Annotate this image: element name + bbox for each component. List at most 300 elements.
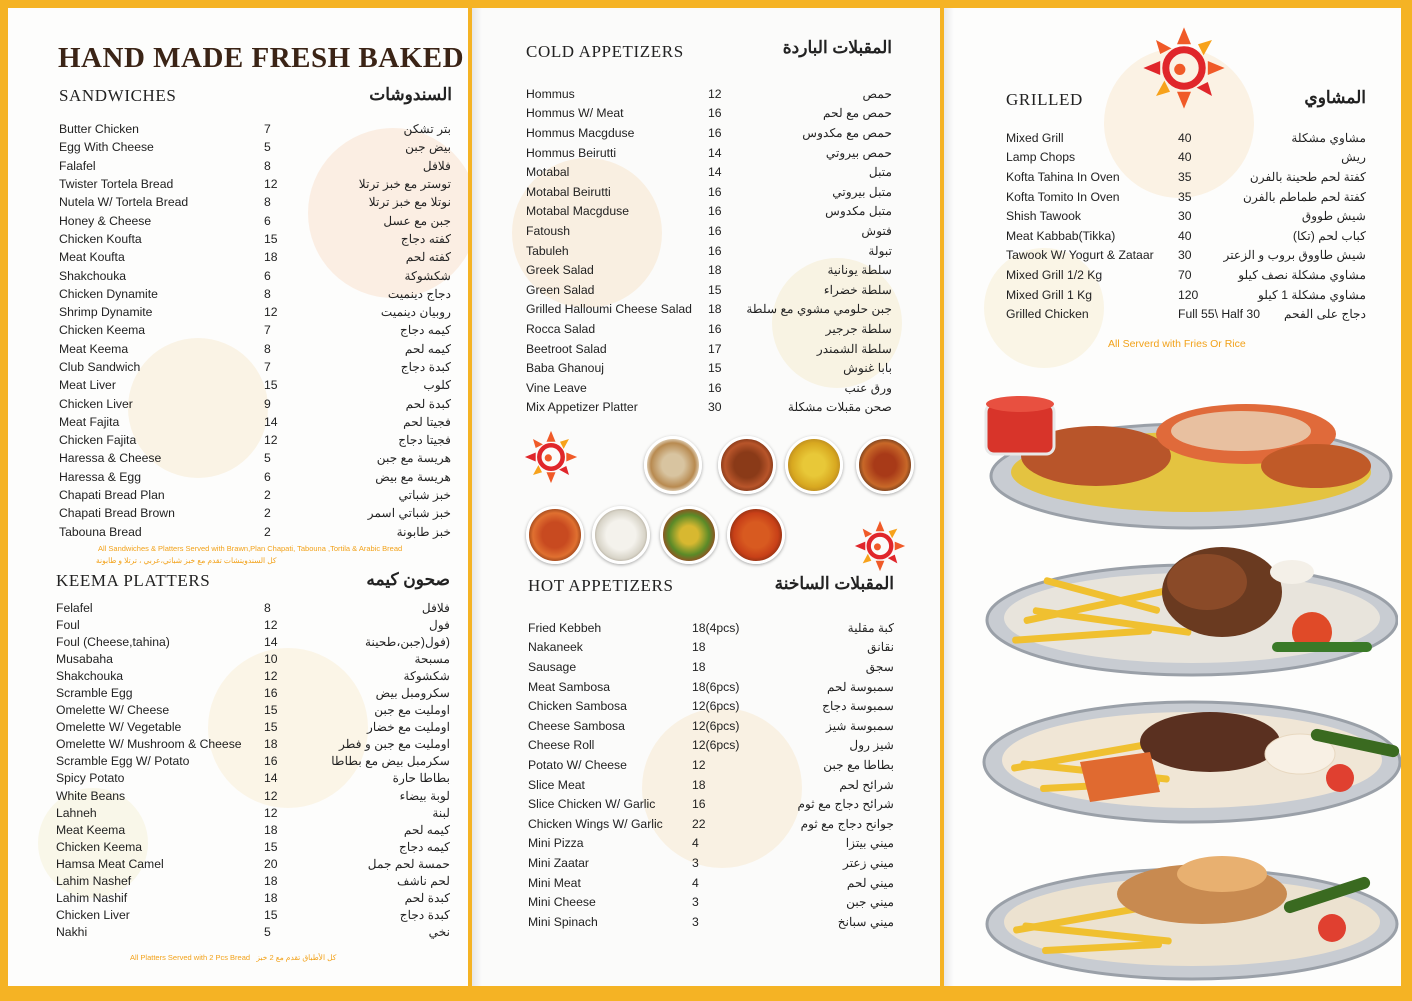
menu-item	[1006, 128, 1366, 148]
menu-item-price: 16	[708, 184, 722, 199]
dish-photo-rice	[785, 436, 843, 494]
menu-item	[56, 907, 450, 924]
menu-item-name: Grilled Halloumi Cheese Salad	[526, 302, 692, 317]
menu-item-price: 12(6pcs)	[692, 718, 740, 733]
menu-item-name-ar: ميني جبن	[846, 895, 894, 910]
menu-item-price: 18(6pcs)	[692, 679, 740, 694]
menu-item-name-ar: خبز شباتي اسمر	[367, 506, 451, 521]
menu-item-name: Hommus Beirutti	[526, 145, 617, 160]
menu-item-price: Full 55\ Half 30	[1178, 307, 1260, 322]
menu-item	[59, 394, 451, 412]
menu-item-name-ar: سلطة الشمندر	[816, 341, 892, 356]
menu-item-price: 8	[264, 600, 271, 615]
menu-item	[528, 853, 894, 873]
menu-item-name: Chicken Keema	[59, 323, 146, 338]
section-title-keema-platters-ar: صحون كيمه	[366, 570, 450, 589]
menu-item	[59, 193, 451, 211]
menu-item-price: 16	[708, 125, 722, 140]
menu-item-price: 12	[264, 433, 278, 448]
menu-item	[526, 260, 892, 280]
menu-item-name-ar: شيز رول	[849, 738, 894, 753]
platter-photo-lamb-chops	[982, 532, 1398, 682]
menu-item-price: 5	[264, 451, 271, 466]
menu-item	[59, 449, 451, 467]
menu-item-name-ar: مشاوي مشكلة	[1291, 130, 1366, 145]
menu-item	[59, 413, 451, 431]
menu-item-name-ar: سلطة يونانية	[827, 263, 892, 278]
section-title-keema-platters: KEEMA PLATTERS	[56, 571, 211, 590]
section-title-sandwiches: SANDWICHES	[59, 86, 177, 105]
menu-item-price: 12	[264, 788, 278, 803]
menu-item-price: 14	[708, 145, 722, 160]
menu-item-name-ar: سمبوسة لحم	[826, 679, 894, 694]
menu-item-name: Chicken Keema	[56, 839, 143, 854]
menu-item-name-ar: حمص مع لحم	[823, 106, 892, 121]
menu-item	[526, 339, 892, 359]
menu-item-name-ar: اومليت مع جبن و فطر	[339, 737, 450, 752]
menu-item-name: Meat Fajita	[59, 414, 120, 429]
menu-item-name: Club Sandwich	[59, 360, 141, 374]
menu-item-price: 5	[264, 140, 271, 155]
menu-item-name: Chicken Wings W/ Garlic	[528, 816, 663, 831]
menu-item	[1006, 206, 1366, 226]
menu-item-name-ar: خبز طابونة	[396, 524, 451, 539]
menu-item-name: Twister Tortela Bread	[59, 177, 174, 192]
menu-item-price: 2	[264, 524, 271, 539]
menu-item-name: Mini Spinach	[528, 914, 598, 929]
menu-item	[526, 319, 892, 339]
menu-item	[1006, 167, 1366, 187]
menu-item-price: 16	[708, 380, 722, 395]
menu-item-name: Chicken Sambosa	[528, 699, 627, 714]
menu-item-name-ar: شرائح دجاج مع ثوم	[797, 797, 894, 812]
menu-item-name: Lahim Nashef	[56, 874, 132, 889]
menu-item	[59, 266, 451, 284]
menu-item-price: 18(4pcs)	[692, 620, 740, 635]
menu-item-price: 14	[264, 771, 278, 786]
dish-photo-stew	[856, 436, 914, 494]
menu-item-price: 18	[264, 891, 278, 906]
menu-item-name: Baba Ghanouj	[526, 361, 604, 376]
menu-page-right	[944, 8, 1401, 986]
menu-item-price: 6	[264, 213, 271, 228]
menu-item-name-ar: ميني لحم	[846, 875, 894, 890]
menu-item-name: Meat Keema	[59, 341, 129, 356]
menu-item-name: Fatoush	[526, 223, 571, 238]
menu-item-name: Omelette W/ Vegetable	[56, 720, 182, 735]
menu-item	[56, 770, 450, 787]
menu-item-price: 7	[264, 122, 271, 137]
platter-photo-mixed-grill	[976, 386, 1396, 534]
menu-item-name-ar: بطاطا حارة	[392, 771, 450, 786]
menu-item	[59, 468, 451, 486]
menu-item-name: Tabuleh	[526, 243, 569, 258]
menu-item-price: 20	[264, 856, 278, 871]
menu-item-price: 30	[1178, 209, 1192, 224]
menu-item-name-ar: صحن مقبلات مشكلة	[787, 400, 892, 415]
page-fold-shadow	[944, 8, 954, 986]
menu-item-name-ar: متبل بيروتي	[832, 184, 892, 199]
menu-item	[1006, 246, 1366, 266]
restaurant-logo	[524, 430, 578, 484]
menu-item-price: 40	[1178, 130, 1192, 145]
menu-item-name: Shakchouka	[56, 668, 124, 683]
menu-item-name: Rocca Salad	[526, 321, 596, 336]
menu-item-name-ar: سمبوسة شيز	[826, 718, 894, 733]
menu-item-name: Chicken Liver	[59, 396, 133, 411]
menu-item-name: Meat Kabbab(Tikka)	[1006, 228, 1116, 243]
menu-item-name: Shrimp Dynamite	[59, 305, 153, 320]
menu-item	[526, 84, 892, 104]
menu-item	[56, 838, 450, 855]
menu-item-price: 12	[692, 757, 706, 772]
menu-item-price: 120	[1178, 287, 1199, 302]
menu-item-name: Mini Meat	[528, 875, 581, 890]
menu-item	[56, 821, 450, 838]
menu-item-name-ar: نخي	[428, 925, 450, 940]
menu-item-name: Hamsa Meat Camel	[56, 856, 164, 871]
menu-item	[59, 504, 451, 522]
menu-item-name-ar: فلافل	[422, 158, 451, 173]
menu-item-name: Musabaha	[56, 651, 113, 666]
menu-item-name: Foul	[56, 617, 80, 632]
menu-item-name-ar: كيمه دجاج	[400, 323, 451, 338]
dish-photo-chicken	[526, 506, 584, 564]
menu-item	[528, 736, 894, 756]
menu-item-name: Fried Kebbeh	[528, 620, 602, 635]
menu-item-name: Lamp Chops	[1006, 150, 1076, 165]
menu-item-name: Mini Cheese	[528, 895, 596, 910]
menu-item	[59, 358, 451, 376]
platter-photo-chicken-tikka	[982, 834, 1401, 984]
cold-appetizers-list	[526, 84, 892, 417]
menu-page-left	[8, 8, 468, 986]
menu-item	[526, 398, 892, 418]
menu-item-name-ar: حمص بيروتي	[825, 145, 892, 160]
menu-item	[526, 241, 892, 261]
menu-item-name: Meat Keema	[56, 822, 126, 837]
menu-item	[56, 650, 450, 667]
menu-item-name: Scramble Egg W/ Potato	[56, 754, 190, 769]
menu-item	[59, 285, 451, 303]
menu-item	[56, 890, 450, 907]
menu-item-name-ar: بابا غنوش	[843, 361, 892, 376]
menu-item-name-ar: متبل	[868, 165, 892, 180]
menu-item	[56, 873, 450, 890]
menu-item	[526, 280, 892, 300]
menu-item-price: 15	[708, 282, 722, 297]
menu-item-name: Chicken Dynamite	[59, 286, 158, 301]
menu-item-name-ar: لبنة	[432, 805, 450, 820]
menu-item-name-ar: نقانق	[867, 640, 894, 655]
menu-item	[59, 175, 451, 193]
menu-item-price: 12(6pcs)	[692, 699, 740, 714]
menu-item-name-ar: كبدة لحم	[404, 891, 450, 906]
sandwiches-note: All Sandwiches & Platters Served with Brawn,Plan Chapati, Tabouna ,Tortila & Arabic Bread	[98, 544, 403, 553]
menu-item-price: 16	[708, 223, 722, 238]
menu-item-price: 16	[708, 243, 722, 258]
menu-item-name-ar: اومليت مع جبن	[374, 703, 450, 718]
menu-item-name: Meat Liver	[59, 378, 116, 393]
menu-item-name-ar: بطاطا مع جبن	[823, 757, 894, 772]
menu-item-name-ar: كبدة دجاج	[400, 360, 451, 374]
menu-item-price: 6	[264, 469, 271, 484]
menu-item-name: Chicken Fajita	[59, 433, 137, 448]
menu-item-name: Motabal	[526, 165, 570, 180]
menu-item-price: 16	[692, 797, 706, 812]
menu-item-name-ar: روبيان دينميت	[380, 305, 451, 320]
menu-item-name-ar: كفتة لحم طحينة بالفرن	[1249, 169, 1366, 184]
menu-item-price: 18	[264, 737, 278, 752]
sandwiches-note-ar: كل السندويتشات تقدم مع خبز شباتي،عربي ، ترتلا و طابونة	[96, 556, 277, 565]
menu-item-name-ar: حمص مع مكدوس	[802, 125, 892, 140]
menu-item-price: 18	[264, 822, 278, 837]
menu-item-name-ar: ريش	[1341, 150, 1366, 165]
menu-item-price: 12	[264, 805, 278, 820]
menu-item-name-ar: توستر مع خبز ترتلا	[358, 177, 451, 192]
menu-item-name-ar: سلطة جرجير	[825, 321, 892, 336]
menu-item	[59, 211, 451, 229]
menu-item	[56, 599, 450, 616]
menu-item	[56, 753, 450, 770]
menu-item-name: Lahneh	[56, 805, 97, 820]
menu-item-name: Nakhi	[56, 925, 88, 940]
menu-item-price: 8	[264, 286, 271, 301]
menu-item	[56, 684, 450, 701]
menu-item-name: Kofta Tahina In Oven	[1006, 169, 1120, 184]
menu-item-name-ar: بتر تشكن	[403, 122, 451, 137]
dish-photo-eggs	[592, 506, 650, 564]
menu-item-name-ar: شيش طاووق بروب و الزعتر	[1223, 248, 1366, 263]
menu-item-price: 15	[264, 378, 278, 393]
menu-item	[528, 716, 894, 736]
menu-item-name: Meat Sambosa	[528, 679, 610, 694]
section-title-hot-appetizers: HOT APPETIZERS	[528, 576, 674, 595]
menu-item	[56, 719, 450, 736]
menu-item-name-ar: ميني سبانخ	[837, 914, 894, 929]
menu-item	[56, 855, 450, 872]
menu-item-name: Mini Zaatar	[528, 855, 589, 870]
menu-item	[59, 486, 451, 504]
menu-item	[59, 431, 451, 449]
menu-item-name-ar: كبدة دجاج	[399, 908, 450, 923]
sandwiches-list	[59, 120, 451, 541]
menu-item-name-ar: كفته دجاج	[400, 231, 451, 246]
menu-item	[56, 633, 450, 650]
menu-item	[59, 248, 451, 266]
menu-item-price: 7	[264, 360, 271, 374]
menu-item-name-ar: مسبحة	[414, 651, 450, 666]
menu-item	[1006, 226, 1366, 246]
menu-item-price: 12	[264, 617, 278, 632]
menu-item-price: 30	[708, 400, 722, 415]
menu-item-name: Motabal Macgduse	[526, 204, 629, 219]
menu-item-price: 6	[264, 268, 271, 283]
page-fold-shadow	[472, 8, 482, 986]
menu-item-name-ar: بيض جبن	[405, 140, 451, 155]
menu-item-name-ar: دجاج دينميت	[387, 286, 451, 301]
menu-item-name-ar: مشاوي مشكلة نصف كيلو	[1238, 267, 1366, 282]
menu-item-price: 70	[1178, 267, 1192, 282]
menu-item-name-ar: اومليت مع خضار	[367, 720, 450, 735]
menu-item	[1006, 265, 1366, 285]
menu-item-price: 35	[1178, 189, 1192, 204]
keema-note-en: All Platters Served with 2 Pcs Bread	[130, 953, 251, 962]
menu-item-name: Cheese Sambosa	[528, 718, 625, 733]
menu-item-name: Green Salad	[526, 282, 595, 297]
menu-item-price: 15	[264, 839, 278, 854]
menu-item-name: Kofta Tomito In Oven	[1006, 189, 1120, 204]
menu-item-name-ar: نوتلا مع خبز ترتلا	[368, 195, 451, 210]
menu-item-name: Cheese Roll	[528, 738, 595, 753]
menu-item-price: 16	[708, 106, 722, 121]
menu-item	[528, 892, 894, 912]
menu-item-name-ar: شيش طووق	[1301, 209, 1366, 224]
menu-item	[59, 157, 451, 175]
menu-item-name-ar: ميني بيتزا	[845, 836, 894, 851]
menu-item-name-ar: مشاوي مشكلة 1 كيلو	[1258, 287, 1366, 302]
menu-item-price: 10	[264, 651, 278, 666]
menu-item-name: Hommus	[526, 86, 575, 101]
menu-item-name-ar: كيمه دجاج	[399, 839, 450, 854]
menu-item-price: 14	[264, 634, 278, 649]
menu-item-name-ar: فتوش	[861, 223, 892, 238]
menu-item-name: Shish Tawook	[1006, 209, 1081, 224]
menu-item	[1006, 285, 1366, 305]
dish-photo-vegetables	[660, 506, 718, 564]
restaurant-logo	[854, 520, 906, 572]
menu-item-name: Mini Pizza	[528, 836, 584, 851]
menu-item-name-ar: كفته لحم	[405, 250, 451, 265]
menu-item-price: 4	[692, 875, 699, 890]
section-title-hot-appetizers-ar: المقبلات الساخنة	[774, 574, 894, 593]
menu-item	[526, 143, 892, 163]
menu-item-price: 40	[1178, 150, 1192, 165]
menu-item-name: Omelette W/ Cheese	[56, 703, 170, 718]
menu-item-name-ar: كباب لحم (تكا)	[1292, 228, 1366, 243]
menu-item	[1006, 148, 1366, 168]
menu-item-price: 2	[264, 488, 271, 503]
menu-item-name-ar: شكشوكة	[404, 268, 451, 283]
menu-item-name-ar: ميني زعتر	[843, 855, 894, 870]
menu-item-price: 16	[708, 204, 722, 219]
menu-item	[526, 358, 892, 378]
menu-item-name-ar: كيمه لحم	[403, 822, 450, 837]
menu-item-price: 2	[264, 506, 271, 521]
menu-item-name: Beetroot Salad	[526, 341, 607, 356]
menu-item-name-ar: كيمه لحم	[404, 341, 451, 356]
menu-item-price: 18	[708, 263, 722, 278]
menu-item-name-ar: سجق	[865, 659, 894, 674]
menu-item-price: 9	[264, 396, 271, 411]
menu-item-name: Chicken Liver	[56, 908, 130, 923]
keema-note	[130, 953, 336, 962]
menu-item-name: Spicy Potato	[56, 771, 125, 786]
dish-photo-fried	[718, 436, 776, 494]
menu-item-name-ar: شكشوكة	[403, 668, 450, 683]
menu-item	[59, 120, 451, 138]
menu-item	[528, 873, 894, 893]
section-title-cold-appetizers-ar: المقبلات الباردة	[782, 38, 892, 57]
hot-appetizers-list	[528, 618, 894, 932]
menu-item-name: Grilled Chicken	[1006, 307, 1089, 322]
menu-item-name: Mix Appetizer Platter	[526, 400, 638, 415]
menu-item	[526, 300, 892, 320]
menu-item-price: 30	[1178, 248, 1192, 263]
menu-item-price: 18	[692, 640, 706, 655]
menu-item-name-ar: سكرمبل بيض مع بطاطا	[331, 754, 450, 769]
menu-item-price: 8	[264, 195, 271, 210]
menu-item	[56, 924, 450, 941]
section-title-sandwiches-ar: السندوشات	[369, 85, 452, 104]
menu-item-name-ar: خبز شباتي	[398, 488, 451, 503]
menu-item-name-ar: كفتة لحم طماطم بالفرن	[1243, 189, 1366, 204]
dish-photo-hummus	[644, 436, 702, 494]
menu-item	[56, 787, 450, 804]
menu-item-name: Haressa & Egg	[59, 469, 141, 484]
menu-item	[1006, 187, 1366, 207]
menu-item-price: 12	[264, 305, 278, 320]
menu-item	[59, 321, 451, 339]
section-title-cold-appetizers: COLD APPETIZERS	[526, 42, 684, 61]
platter-photo-kebab	[980, 682, 1401, 832]
menu-item-name-ar: جوانح دجاج مع ثوم	[800, 816, 894, 831]
menu-item-price: 18	[708, 302, 722, 317]
menu-item-price: 35	[1178, 169, 1192, 184]
menu-item	[528, 696, 894, 716]
menu-item-name: Felafel	[56, 600, 93, 615]
menu-item-price: 12	[264, 668, 278, 683]
section-title-grilled-ar: المشاوي	[1304, 88, 1366, 107]
menu-item-name: Tawook W/ Yogurt & Zataar	[1006, 248, 1154, 263]
menu-item	[56, 736, 450, 753]
menu-item-name: Nakaneek	[528, 640, 583, 655]
menu-item	[56, 702, 450, 719]
grilled-note: All Serverd with Fries Or Rice	[1108, 338, 1246, 350]
menu-item-name-ar: كلوب	[423, 378, 451, 393]
menu-page-middle	[472, 8, 940, 986]
menu-item-name-ar: متبل مكدوس	[825, 204, 892, 219]
menu-item-name-ar: كبدة لحم	[405, 396, 451, 411]
page-title: HAND MADE FRESH BAKED	[58, 42, 465, 74]
menu-item	[56, 667, 450, 684]
menu-item	[526, 202, 892, 222]
menu-item-price: 16	[264, 686, 278, 701]
menu-item-name: Chicken Koufta	[59, 231, 142, 246]
menu-item-price: 18	[692, 659, 706, 674]
menu-item-name: Chapati Bread Plan	[59, 488, 165, 503]
menu-item-price: 14	[264, 414, 278, 429]
menu-item-price: 12	[264, 177, 278, 192]
menu-item-price: 15	[264, 231, 278, 246]
menu-item	[528, 834, 894, 854]
menu-item-price: 3	[692, 855, 699, 870]
menu-item-name: Tabouna Bread	[59, 524, 142, 539]
menu-item-name-ar: هريسة مع بيض	[375, 469, 451, 484]
menu-item	[528, 814, 894, 834]
menu-item-name: Motabal Beirutti	[526, 184, 611, 199]
menu-item	[528, 775, 894, 795]
menu-item	[59, 303, 451, 321]
menu-item-name: Sausage	[528, 659, 577, 674]
menu-item	[528, 618, 894, 638]
menu-item-price: 16	[708, 321, 722, 336]
menu-item-name: Potato W/ Cheese	[528, 757, 627, 772]
menu-item-name: Chapati Bread Brown	[59, 506, 175, 521]
menu-item-name: Slice Chicken W/ Garlic	[528, 797, 656, 812]
menu-item-name: Hommus Macgduse	[526, 125, 635, 140]
menu-item	[528, 794, 894, 814]
